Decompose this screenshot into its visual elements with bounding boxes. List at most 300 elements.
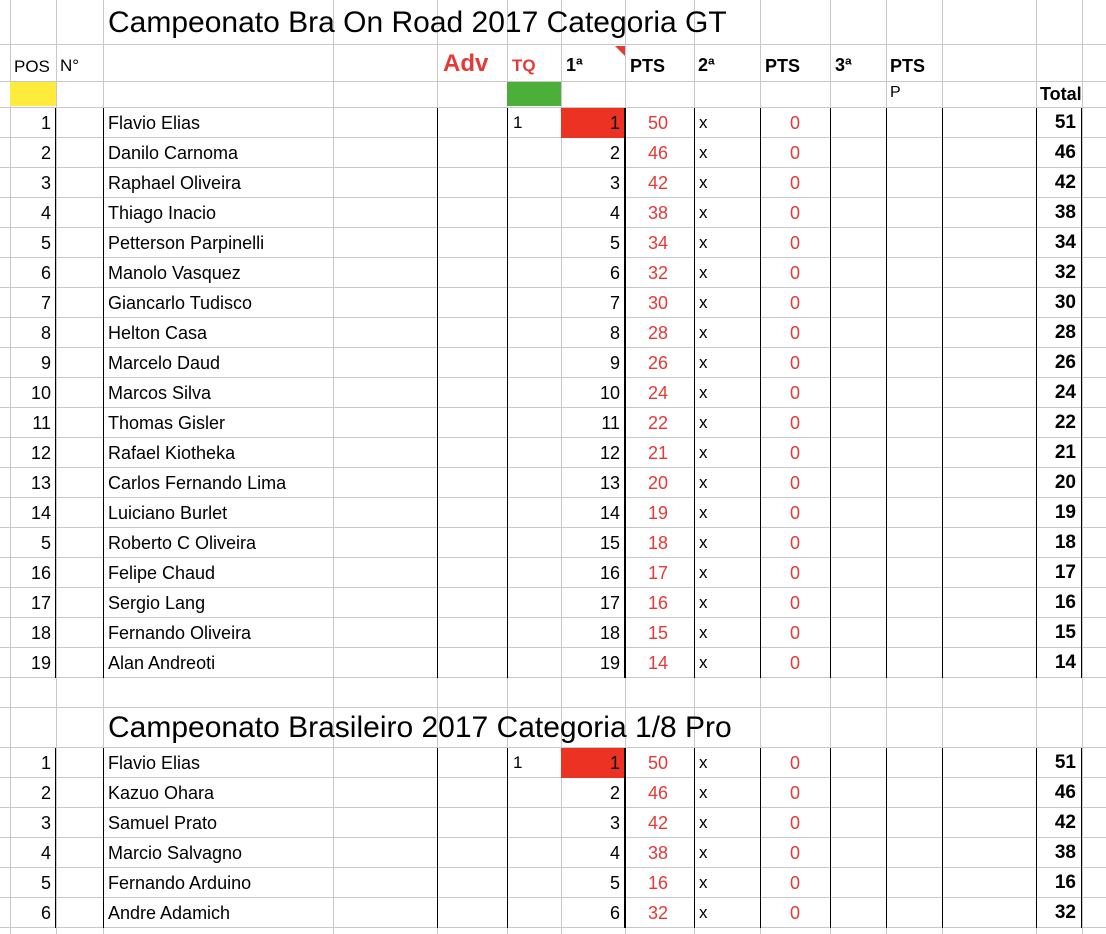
- first-race-points-cell[interactable]: 15: [625, 618, 694, 648]
- second-race-points-cell[interactable]: 0: [760, 528, 830, 558]
- column-separator: [886, 438, 887, 468]
- table-row[interactable]: [0, 868, 1106, 898]
- tq-cell[interactable]: [507, 378, 561, 408]
- column-separator: [942, 378, 943, 408]
- driver-name-cell[interactable]: Flavio Elias: [103, 108, 333, 138]
- column-separator: [886, 808, 887, 838]
- table-row[interactable]: [0, 168, 1106, 198]
- position-cell[interactable]: 1: [10, 748, 56, 778]
- tq-cell[interactable]: [507, 258, 561, 288]
- first-race-position-cell[interactable]: 4: [561, 838, 625, 868]
- column-separator: [942, 528, 943, 558]
- second-race-cell[interactable]: x: [694, 748, 760, 778]
- second-race-cell[interactable]: x: [694, 228, 760, 258]
- column-separator: [830, 868, 831, 898]
- tq-cell[interactable]: [507, 588, 561, 618]
- first-race-points-cell[interactable]: 21: [625, 438, 694, 468]
- first-race-points-cell[interactable]: 16: [625, 588, 694, 618]
- column-separator: [437, 198, 438, 228]
- driver-name-cell[interactable]: Fernando Arduino: [103, 868, 333, 898]
- table-row[interactable]: [0, 468, 1106, 498]
- table-row[interactable]: [0, 438, 1106, 468]
- position-cell[interactable]: 4: [10, 198, 56, 228]
- table-row[interactable]: [0, 588, 1106, 618]
- first-race-points-cell[interactable]: 50: [625, 748, 694, 778]
- first-race-position-cell[interactable]: 3: [561, 808, 625, 838]
- header-tq: TQ: [512, 56, 536, 75]
- column-separator: [437, 808, 438, 838]
- column-separator: [886, 198, 887, 228]
- first-race-position-cell[interactable]: 3: [561, 168, 625, 198]
- position-cell[interactable]: 8: [10, 318, 56, 348]
- first-race-position-cell[interactable]: 16: [561, 558, 625, 588]
- column-separator: [942, 838, 943, 868]
- column-separator: [437, 898, 438, 928]
- second-race-points-cell[interactable]: 0: [760, 468, 830, 498]
- column-separator: [942, 408, 943, 438]
- column-separator: [437, 438, 438, 468]
- first-race-position-cell[interactable]: 19: [561, 648, 625, 678]
- tq-cell[interactable]: [507, 498, 561, 528]
- tq-cell[interactable]: [507, 168, 561, 198]
- header-pts1: PTS: [630, 56, 666, 76]
- second-race-cell[interactable]: x: [694, 348, 760, 378]
- total-cell[interactable]: 20: [1036, 468, 1082, 498]
- second-race-points-cell[interactable]: 0: [760, 898, 830, 928]
- first-race-points-cell[interactable]: 34: [625, 228, 694, 258]
- column-separator: [942, 468, 943, 498]
- header-number: N°: [60, 56, 80, 75]
- first-race-points-cell[interactable]: 22: [625, 408, 694, 438]
- second-race-cell[interactable]: x: [694, 778, 760, 808]
- column-separator: [942, 318, 943, 348]
- first-race-points-cell[interactable]: 30: [625, 288, 694, 318]
- second-race-points-cell[interactable]: 0: [760, 288, 830, 318]
- first-race-position-cell[interactable]: 11: [561, 408, 625, 438]
- total-cell[interactable]: 46: [1036, 138, 1082, 168]
- tq-cell[interactable]: [507, 138, 561, 168]
- empty-row: [0, 678, 1106, 708]
- second-race-cell[interactable]: x: [694, 838, 760, 868]
- second-race-points-cell[interactable]: 0: [760, 648, 830, 678]
- second-race-cell[interactable]: x: [694, 378, 760, 408]
- driver-name-cell[interactable]: Helton Casa: [103, 318, 333, 348]
- second-race-cell[interactable]: x: [694, 438, 760, 468]
- second-race-points-cell[interactable]: 0: [760, 838, 830, 868]
- tq-cell[interactable]: [507, 778, 561, 808]
- position-cell[interactable]: 13: [10, 468, 56, 498]
- first-race-position-cell[interactable]: 14: [561, 498, 625, 528]
- driver-name-cell[interactable]: Thomas Gisler: [103, 408, 333, 438]
- driver-name-cell[interactable]: Kazuo Ohara: [103, 778, 333, 808]
- first-race-position-cell[interactable]: 8: [561, 318, 625, 348]
- column-separator: [437, 108, 438, 138]
- column-separator: [886, 288, 887, 318]
- position-cell[interactable]: 6: [10, 258, 56, 288]
- position-cell[interactable]: 2: [10, 778, 56, 808]
- first-race-points-cell[interactable]: 24: [625, 378, 694, 408]
- second-race-cell[interactable]: x: [694, 468, 760, 498]
- first-race-position-cell[interactable]: 17: [561, 588, 625, 618]
- second-race-points-cell[interactable]: 0: [760, 498, 830, 528]
- first-race-position-cell[interactable]: 18: [561, 618, 625, 648]
- table-row[interactable]: [0, 748, 1106, 778]
- position-cell[interactable]: 1: [10, 108, 56, 138]
- total-cell[interactable]: 14: [1036, 648, 1082, 678]
- column-separator: [942, 438, 943, 468]
- table-row[interactable]: [0, 558, 1106, 588]
- second-race-points-cell[interactable]: 0: [760, 138, 830, 168]
- column-separator: [437, 408, 438, 438]
- column-separator: [437, 498, 438, 528]
- table-row[interactable]: [0, 288, 1106, 318]
- column-separator: [942, 778, 943, 808]
- table-row[interactable]: [0, 778, 1106, 808]
- second-race-points-cell[interactable]: 0: [760, 198, 830, 228]
- table-row[interactable]: [0, 528, 1106, 558]
- second-race-cell[interactable]: x: [694, 198, 760, 228]
- second-race-points-cell[interactable]: 0: [760, 408, 830, 438]
- first-race-position-cell[interactable]: 9: [561, 348, 625, 378]
- tq-cell[interactable]: [507, 318, 561, 348]
- position-cell[interactable]: 6: [10, 898, 56, 928]
- column-separator: [886, 528, 887, 558]
- total-cell[interactable]: 28: [1036, 318, 1082, 348]
- second-race-points-cell[interactable]: 0: [760, 748, 830, 778]
- first-race-position-cell[interactable]: 12: [561, 438, 625, 468]
- total-cell[interactable]: 24: [1036, 378, 1082, 408]
- first-race-points-cell[interactable]: 38: [625, 198, 694, 228]
- second-race-cell[interactable]: x: [694, 108, 760, 138]
- column-separator: [437, 528, 438, 558]
- driver-name-cell[interactable]: Marcelo Daud: [103, 348, 333, 378]
- position-cell[interactable]: 10: [10, 378, 56, 408]
- total-cell[interactable]: 21: [1036, 438, 1082, 468]
- first-race-points-cell[interactable]: 26: [625, 348, 694, 378]
- column-separator: [830, 748, 831, 778]
- first-race-points-cell[interactable]: 46: [625, 138, 694, 168]
- total-cell[interactable]: 32: [1036, 258, 1082, 288]
- total-cell[interactable]: 30: [1036, 288, 1082, 318]
- position-cell[interactable]: 14: [10, 498, 56, 528]
- table-row[interactable]: [0, 228, 1106, 258]
- total-cell[interactable]: 51: [1036, 108, 1082, 138]
- second-race-cell[interactable]: x: [694, 168, 760, 198]
- column-separator: [942, 288, 943, 318]
- total-cell[interactable]: 26: [1036, 348, 1082, 378]
- second-race-points-cell[interactable]: 0: [760, 108, 830, 138]
- first-race-position-cell[interactable]: 5: [561, 228, 625, 258]
- first-race-position-cell[interactable]: 7: [561, 288, 625, 318]
- driver-name-cell[interactable]: Fernando Oliveira: [103, 618, 333, 648]
- first-race-points-cell[interactable]: 16: [625, 868, 694, 898]
- first-race-points-cell[interactable]: 17: [625, 558, 694, 588]
- column-separator: [830, 898, 831, 928]
- first-race-position-cell[interactable]: 6: [561, 898, 625, 928]
- tq-cell[interactable]: 1: [507, 748, 561, 778]
- position-cell[interactable]: 5: [10, 868, 56, 898]
- table-row[interactable]: [0, 198, 1106, 228]
- first-race-points-cell[interactable]: 42: [625, 808, 694, 838]
- first-race-position-cell[interactable]: 13: [561, 468, 625, 498]
- driver-name-cell[interactable]: Flavio Elias: [103, 748, 333, 778]
- position-cell[interactable]: 3: [10, 808, 56, 838]
- column-separator: [886, 378, 887, 408]
- second-race-points-cell[interactable]: 0: [760, 348, 830, 378]
- position-cell[interactable]: 5: [10, 528, 56, 558]
- column-separator: [830, 528, 831, 558]
- table-row[interactable]: [0, 258, 1106, 288]
- column-separator: [886, 348, 887, 378]
- total-cell[interactable]: 16: [1036, 868, 1082, 898]
- second-race-cell[interactable]: x: [694, 288, 760, 318]
- second-race-points-cell[interactable]: 0: [760, 438, 830, 468]
- total-cell[interactable]: 32: [1036, 898, 1082, 928]
- tq-cell[interactable]: [507, 618, 561, 648]
- column-separator: [437, 868, 438, 898]
- header-total: Total: [1040, 84, 1082, 104]
- driver-name-cell[interactable]: Petterson Parpinelli: [103, 228, 333, 258]
- position-cell[interactable]: 18: [10, 618, 56, 648]
- position-cell[interactable]: 2: [10, 138, 56, 168]
- second-race-points-cell[interactable]: 0: [760, 258, 830, 288]
- column-separator: [886, 898, 887, 928]
- second-race-points-cell[interactable]: 0: [760, 168, 830, 198]
- header-second: 2ª: [698, 55, 715, 75]
- tq-cell[interactable]: [507, 528, 561, 558]
- first-race-position-cell[interactable]: 1: [561, 748, 625, 778]
- table-row[interactable]: [0, 348, 1106, 378]
- column-separator: [437, 288, 438, 318]
- first-race-position-cell[interactable]: 5: [561, 868, 625, 898]
- column-separator: [886, 108, 887, 138]
- column-separator: [942, 498, 943, 528]
- column-separator: [437, 558, 438, 588]
- tq-cell[interactable]: [507, 838, 561, 868]
- position-cell[interactable]: 3: [10, 168, 56, 198]
- tq-cell[interactable]: [507, 198, 561, 228]
- first-race-points-cell[interactable]: 46: [625, 778, 694, 808]
- first-race-position-cell[interactable]: 2: [561, 138, 625, 168]
- yellow-swatch: [10, 82, 56, 106]
- total-cell[interactable]: 38: [1036, 198, 1082, 228]
- section-title-pro: Campeonato Brasileiro 2017 Categoria 1/8 Pro: [108, 711, 732, 744]
- header-third: 3ª: [835, 55, 852, 75]
- second-race-cell[interactable]: x: [694, 618, 760, 648]
- driver-name-cell[interactable]: Sergio Lang: [103, 588, 333, 618]
- first-race-position-cell[interactable]: 6: [561, 258, 625, 288]
- column-separator: [886, 258, 887, 288]
- table-row[interactable]: [0, 138, 1106, 168]
- total-cell[interactable]: 38: [1036, 838, 1082, 868]
- table-row[interactable]: [0, 408, 1106, 438]
- driver-name-cell[interactable]: Luiciano Burlet: [103, 498, 333, 528]
- column-separator: [886, 228, 887, 258]
- second-race-points-cell[interactable]: 0: [760, 868, 830, 898]
- first-race-position-cell[interactable]: 10: [561, 378, 625, 408]
- tq-cell[interactable]: [507, 468, 561, 498]
- column-separator: [942, 558, 943, 588]
- position-cell[interactable]: 17: [10, 588, 56, 618]
- first-race-position-cell[interactable]: 15: [561, 528, 625, 558]
- tq-cell[interactable]: [507, 288, 561, 318]
- position-cell[interactable]: 7: [10, 288, 56, 318]
- table-row[interactable]: [0, 618, 1106, 648]
- driver-name-cell[interactable]: Thiago Inacio: [103, 198, 333, 228]
- column-separator: [886, 868, 887, 898]
- driver-name-cell[interactable]: Giancarlo Tudisco: [103, 288, 333, 318]
- column-separator: [437, 138, 438, 168]
- tq-cell[interactable]: [507, 558, 561, 588]
- position-cell[interactable]: 11: [10, 408, 56, 438]
- first-race-points-cell[interactable]: 42: [625, 168, 694, 198]
- total-cell[interactable]: 42: [1036, 168, 1082, 198]
- column-separator: [830, 498, 831, 528]
- driver-name-cell[interactable]: Danilo Carnoma: [103, 138, 333, 168]
- column-separator: [830, 318, 831, 348]
- first-race-points-cell[interactable]: 50: [625, 108, 694, 138]
- second-race-cell[interactable]: x: [694, 408, 760, 438]
- tq-cell[interactable]: [507, 228, 561, 258]
- second-race-points-cell[interactable]: 0: [760, 378, 830, 408]
- first-race-points-cell[interactable]: 28: [625, 318, 694, 348]
- tq-cell[interactable]: 1: [507, 108, 561, 138]
- column-separator: [830, 228, 831, 258]
- driver-name-cell[interactable]: Andre Adamich: [103, 898, 333, 928]
- total-cell[interactable]: 16: [1036, 588, 1082, 618]
- position-cell[interactable]: 5: [10, 228, 56, 258]
- tq-cell[interactable]: [507, 898, 561, 928]
- total-cell[interactable]: 46: [1036, 778, 1082, 808]
- driver-name-cell[interactable]: Samuel Prato: [103, 808, 333, 838]
- second-race-cell[interactable]: x: [694, 808, 760, 838]
- second-race-cell[interactable]: x: [694, 648, 760, 678]
- driver-name-cell[interactable]: Marcio Salvagno: [103, 838, 333, 868]
- tq-cell[interactable]: [507, 808, 561, 838]
- column-separator: [886, 558, 887, 588]
- position-cell[interactable]: 19: [10, 648, 56, 678]
- second-race-cell[interactable]: x: [694, 138, 760, 168]
- second-race-cell[interactable]: x: [694, 558, 760, 588]
- column-separator: [830, 778, 831, 808]
- total-cell[interactable]: 15: [1036, 618, 1082, 648]
- first-race-position-cell[interactable]: 4: [561, 198, 625, 228]
- total-cell[interactable]: 19: [1036, 498, 1082, 528]
- second-race-points-cell[interactable]: 0: [760, 588, 830, 618]
- second-race-points-cell[interactable]: 0: [760, 778, 830, 808]
- table-row[interactable]: [0, 378, 1106, 408]
- driver-name-cell[interactable]: Raphael Oliveira: [103, 168, 333, 198]
- second-race-cell[interactable]: x: [694, 898, 760, 928]
- first-race-points-cell[interactable]: 19: [625, 498, 694, 528]
- position-cell[interactable]: 16: [10, 558, 56, 588]
- first-race-points-cell[interactable]: 20: [625, 468, 694, 498]
- first-race-points-cell[interactable]: 32: [625, 258, 694, 288]
- second-race-points-cell[interactable]: 0: [760, 618, 830, 648]
- table-row[interactable]: [0, 838, 1106, 868]
- tq-cell[interactable]: [507, 348, 561, 378]
- position-cell[interactable]: 4: [10, 838, 56, 868]
- position-cell[interactable]: 9: [10, 348, 56, 378]
- table-row[interactable]: [0, 808, 1106, 838]
- total-cell[interactable]: 42: [1036, 808, 1082, 838]
- second-race-cell[interactable]: x: [694, 868, 760, 898]
- driver-name-cell[interactable]: Roberto C Oliveira: [103, 528, 333, 558]
- table-row[interactable]: [0, 898, 1106, 928]
- column-separator: [830, 198, 831, 228]
- column-separator: [437, 588, 438, 618]
- first-race-position-cell[interactable]: 1: [561, 108, 625, 138]
- driver-name-cell[interactable]: Marcos Silva: [103, 378, 333, 408]
- driver-name-cell[interactable]: Rafael Kiotheka: [103, 438, 333, 468]
- column-separator: [437, 778, 438, 808]
- table-row[interactable]: [0, 498, 1106, 528]
- column-separator: [886, 408, 887, 438]
- second-race-cell[interactable]: x: [694, 498, 760, 528]
- column-separator: [942, 228, 943, 258]
- second-race-points-cell[interactable]: 0: [760, 558, 830, 588]
- column-separator: [886, 168, 887, 198]
- second-race-cell[interactable]: x: [694, 528, 760, 558]
- driver-name-cell[interactable]: Manolo Vasquez: [103, 258, 333, 288]
- driver-name-cell[interactable]: Felipe Chaud: [103, 558, 333, 588]
- column-separator: [830, 138, 831, 168]
- total-cell[interactable]: 17: [1036, 558, 1082, 588]
- second-race-cell[interactable]: x: [694, 318, 760, 348]
- first-race-points-cell[interactable]: 18: [625, 528, 694, 558]
- second-race-cell[interactable]: x: [694, 258, 760, 288]
- table-row[interactable]: [0, 318, 1106, 348]
- column-separator: [886, 778, 887, 808]
- column-separator: [942, 898, 943, 928]
- second-race-cell[interactable]: x: [694, 588, 760, 618]
- table-row[interactable]: [0, 108, 1106, 138]
- total-cell[interactable]: 22: [1036, 408, 1082, 438]
- total-cell[interactable]: 18: [1036, 528, 1082, 558]
- table-row[interactable]: [0, 648, 1106, 678]
- column-separator: [830, 108, 831, 138]
- tq-cell[interactable]: [507, 408, 561, 438]
- tq-cell[interactable]: [507, 438, 561, 468]
- green-swatch: [507, 82, 561, 106]
- first-race-points-cell[interactable]: 14: [625, 648, 694, 678]
- total-cell[interactable]: 34: [1036, 228, 1082, 258]
- first-race-points-cell[interactable]: 32: [625, 898, 694, 928]
- first-race-position-cell[interactable]: 2: [561, 778, 625, 808]
- column-separator: [437, 318, 438, 348]
- column-separator: [437, 228, 438, 258]
- tq-cell[interactable]: [507, 648, 561, 678]
- position-cell[interactable]: 12: [10, 438, 56, 468]
- second-race-points-cell[interactable]: 0: [760, 808, 830, 838]
- total-cell[interactable]: 51: [1036, 748, 1082, 778]
- second-race-points-cell[interactable]: 0: [760, 318, 830, 348]
- column-separator: [942, 588, 943, 618]
- second-race-points-cell[interactable]: 0: [760, 228, 830, 258]
- tq-cell[interactable]: [507, 868, 561, 898]
- column-separator: [942, 138, 943, 168]
- column-separator: [886, 648, 887, 678]
- column-separator: [830, 438, 831, 468]
- first-race-points-cell[interactable]: 38: [625, 838, 694, 868]
- comment-marker-icon: [615, 46, 625, 56]
- driver-name-cell[interactable]: Alan Andreoti: [103, 648, 333, 678]
- column-separator: [437, 258, 438, 288]
- driver-name-cell[interactable]: Carlos Fernando Lima: [103, 468, 333, 498]
- column-separator: [830, 838, 831, 868]
- column-separator: [437, 348, 438, 378]
- column-separator: [942, 198, 943, 228]
